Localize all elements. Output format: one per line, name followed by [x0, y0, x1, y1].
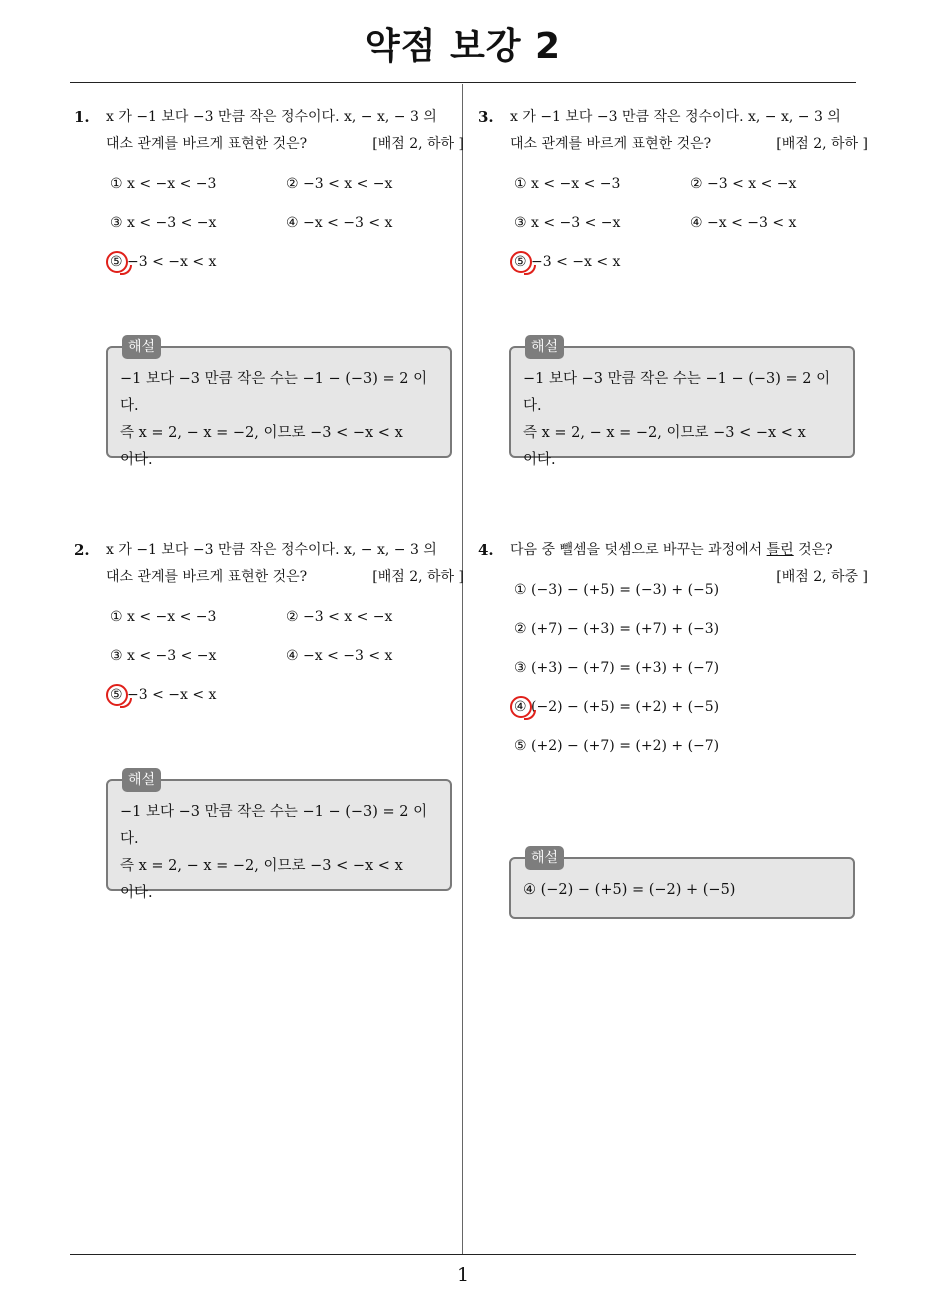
choice-4[interactable]: ④ −x < −3 < x: [286, 215, 393, 231]
choices: [74, 609, 464, 729]
problem-number: 1.: [74, 108, 90, 126]
question-line: [478, 131, 868, 158]
choice-2[interactable]: ② −3 < x < −x: [690, 176, 797, 192]
choice-4[interactable]: ④ −x < −3 < x: [286, 648, 393, 664]
choice-5[interactable]: ⑤ −3 < −x < x: [110, 254, 217, 270]
page-title: 약점 보강 2: [364, 26, 562, 67]
choices: [478, 176, 868, 296]
choices: [478, 582, 868, 782]
solution-tag: 해설: [122, 335, 161, 359]
choice-1[interactable]: ① (−3) − (+5) = (−3) + (−5): [514, 582, 720, 598]
answer-mark-icon: [106, 251, 128, 273]
question-line: [478, 537, 868, 564]
question-line: [74, 131, 464, 158]
solution-tag: 해설: [525, 335, 564, 359]
solution-line: 이다.: [120, 885, 153, 901]
solution-box-1: [106, 339, 452, 468]
question-text: x 가 −1 보다 −3 만큼 작은 정수이다. x, − x, − 3 의: [106, 109, 437, 125]
bottom-rule: [70, 1254, 856, 1255]
solution-line: −1 보다 −3 만큼 작은 수는 −1 − (−3) = 2 이다.: [523, 371, 831, 414]
solution-line: 즉 x = 2, − x = −2, 이므로 −3 < −x < x: [120, 858, 403, 874]
question-text: 다음 중 뺄셈을 덧셈으로 바꾸는 과정에서: [510, 542, 767, 558]
question-line: [74, 104, 464, 131]
solution-tag: 해설: [122, 768, 161, 792]
problem-1: [74, 104, 464, 296]
score-meta: [배점 2, 하하 ]: [776, 136, 868, 152]
problem-number: 3.: [478, 108, 494, 126]
solution-line: 이다.: [523, 452, 556, 468]
choice-5[interactable]: ⑤ (+2) − (+7) = (+2) + (−7): [514, 738, 720, 754]
solution-box-2: [106, 772, 452, 901]
solution-line: −1 보다 −3 만큼 작은 수는 −1 − (−3) = 2 이다.: [120, 804, 428, 847]
question-line: [478, 104, 868, 131]
question-text: 대소 관계를 바르게 표현한 것은?: [510, 136, 712, 152]
solution-tag: 해설: [525, 846, 564, 870]
choice-1[interactable]: ① x < −x < −3: [514, 176, 621, 192]
solution-line: 즉 x = 2, − x = −2, 이므로 −3 < −x < x: [523, 425, 806, 441]
page-number: 1: [456, 1264, 470, 1286]
top-rule: [70, 82, 856, 83]
answer-mark-icon: [510, 251, 532, 273]
question-text: x 가 −1 보다 −3 만큼 작은 정수이다. x, − x, − 3 의: [106, 542, 437, 558]
choice-2[interactable]: ② (+7) − (+3) = (+7) + (−3): [514, 621, 720, 637]
solution-line: −1 보다 −3 만큼 작은 수는 −1 − (−3) = 2 이다.: [120, 371, 428, 414]
choice-2[interactable]: ② −3 < x < −x: [286, 609, 393, 625]
choice-1[interactable]: ① x < −x < −3: [110, 176, 217, 192]
problem-number: 2.: [74, 541, 90, 559]
choices: [74, 176, 464, 296]
choice-3[interactable]: ③ (+3) − (+7) = (+3) + (−7): [514, 660, 720, 676]
solution-box-4: [509, 850, 855, 919]
underlined-keyword: 틀린: [766, 542, 794, 558]
choice-3[interactable]: ③ x < −3 < −x: [110, 648, 217, 664]
solution-line: ④ (−2) − (+5) = (−2) + (−5): [523, 882, 736, 898]
problem-number: 4.: [478, 541, 494, 559]
score-meta: [배점 2, 하중 ]: [776, 569, 868, 585]
answer-mark-icon: [106, 684, 128, 706]
choice-4[interactable]: ④ (−2) − (+5) = (+2) + (−5): [514, 699, 720, 715]
choice-2[interactable]: ② −3 < x < −x: [286, 176, 393, 192]
choice-5[interactable]: ⑤ −3 < −x < x: [514, 254, 621, 270]
choice-1[interactable]: ① x < −x < −3: [110, 609, 217, 625]
problem-3: [478, 104, 868, 296]
choice-5[interactable]: ⑤ −3 < −x < x: [110, 687, 217, 703]
score-meta: [배점 2, 하하 ]: [372, 569, 464, 585]
score-meta: [배점 2, 하하 ]: [372, 136, 464, 152]
problem-2: [74, 537, 464, 729]
question-text: x 가 −1 보다 −3 만큼 작은 정수이다. x, − x, − 3 의: [510, 109, 841, 125]
question-text: 대소 관계를 바르게 표현한 것은?: [106, 569, 308, 585]
solution-line: 이다.: [120, 452, 153, 468]
solution-line: 즉 x = 2, − x = −2, 이므로 −3 < −x < x: [120, 425, 403, 441]
question-line: [74, 537, 464, 564]
choice-4[interactable]: ④ −x < −3 < x: [690, 215, 797, 231]
question-line: [74, 564, 464, 591]
problem-4: [478, 537, 868, 782]
solution-box-3: [509, 339, 855, 468]
answer-mark-icon: [510, 696, 532, 718]
choice-3[interactable]: ③ x < −3 < −x: [514, 215, 621, 231]
choice-3[interactable]: ③ x < −3 < −x: [110, 215, 217, 231]
question-text: 대소 관계를 바르게 표현한 것은?: [106, 136, 308, 152]
question-text: 것은?: [793, 542, 833, 558]
